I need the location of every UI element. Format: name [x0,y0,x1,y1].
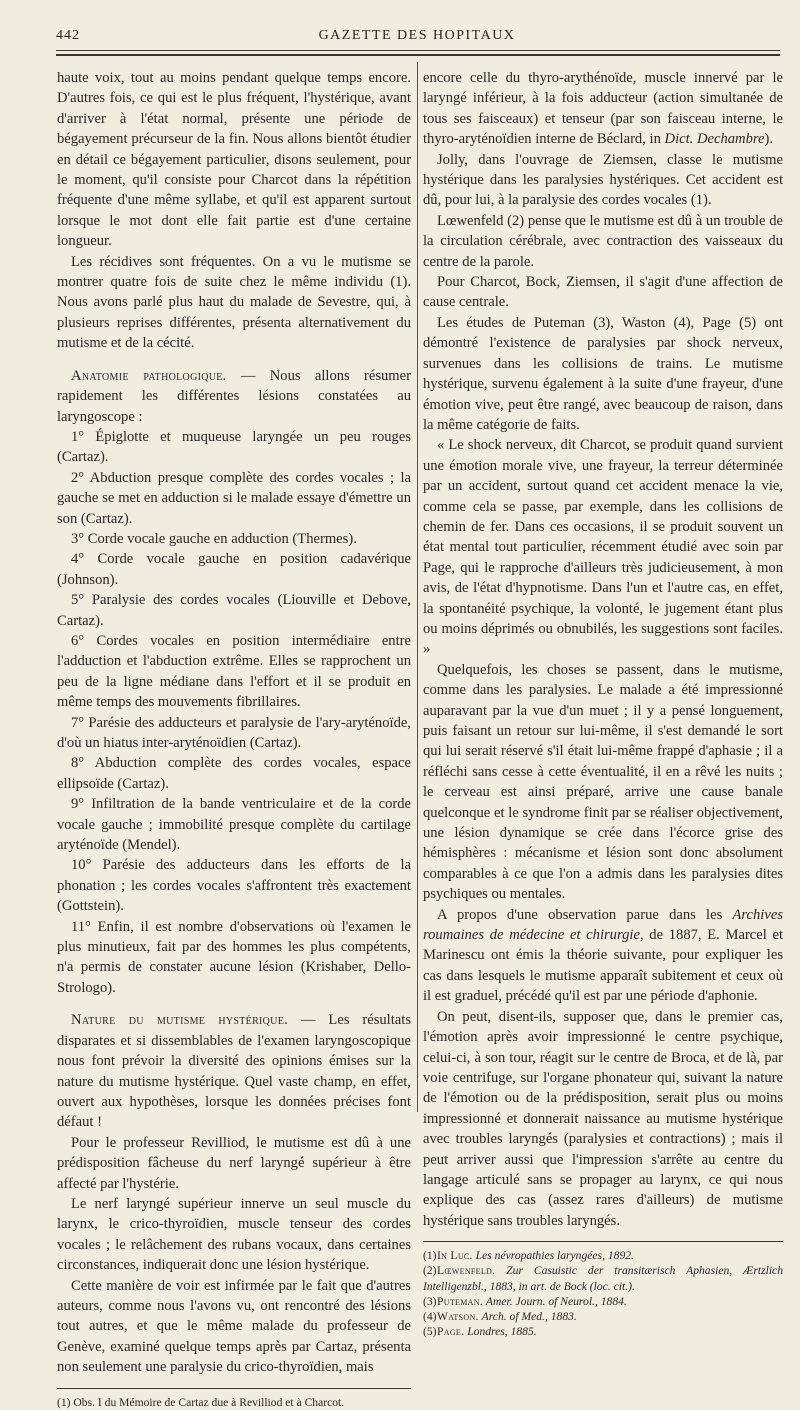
footnote [423,1263,783,1293]
footnote [423,1309,783,1324]
text-run: ). [764,131,774,148]
lesion-list [57,427,411,998]
footnotes [423,1248,783,1339]
section-heading: Anatomie pathologique. [71,367,227,384]
section-intro: — Les résultats disparates et si dissemblables de l'examen laryngoscopique nous font prévoir la diversité des opinions émises sur la nature du mutisme hystérique. Quel vaste champ, en effet, ouvert aux hypothèses, lorsque les données précises font défaut ! [57,1012,412,1131]
footnote-author: Puteman. [437,1294,483,1308]
paragraph: Les études de Puteman (3), Waston (4), Page (5) ont démontré l'existence de paralysies par shock nerveux, survenues dans les collisions de trains. Le mutisme hystérique, survenu également à la suite d'une frayeur, d'une émotion vive, peut être rangé, avec beaucoup de raison, dans la même catégorie de faits. [423,314,783,433]
paragraph: Pour Charcot, Bock, Ziemsen, il s'agit d'une affection de cause centrale. [423,274,783,311]
italic-citation: Archives roumaines de médecine et chirurgie [423,906,783,944]
journal-title: GAZETTE DES HOPITAUX [318,28,516,43]
footnote-marker: (3) [423,1294,437,1308]
footnote-rule [57,1388,411,1389]
paragraph: Lœwenfeld (2) pense que le mutisme est dû à un trouble de la circulation cérébrale, avec contraction des vaisseaux du centre de la parole. [423,212,783,270]
lesion-item: 9° Infiltration de la bande ventriculaire et de la corde vocale gauche ; immobilité presque complète du cartilage aryténoïde (Mendel). [57,796,411,854]
footnote-author: Lœwenfeld. [437,1264,496,1278]
section-anatomie [57,366,411,427]
text-run: , de 1887, E. Marcel et Marinescu ont émis la théorie suivante, pour expliquer les cas dans lesquels le mutisme apparaît subitement et ceux où il est graduel, précédé qu'il est par une période d'aphonie. [423,927,783,1005]
section-nature [57,1010,411,1132]
footnote-reference: Arch. of Med., 1883. [481,1309,577,1323]
page-number: 442 [56,28,80,43]
footnote-reference: Londres, 1885. [467,1325,537,1339]
left-column [57,68,411,1410]
lesion-item: 4° Corde vocale gauche en position cadavérique (Johnson). [57,551,411,588]
paragraph: On peut, disent-ils, supposer que, dans le premier cas, l'émotion après avoir impressionné le centre psychique, celui-ci, à son tour, réagit sur le centre de Broca, et de là, par voie centrifuge, sur l'organe phonateur qui, suivant la nature de l'émotion ou de la prédisposition, serait plus ou moins impressionné et donnerait naissance au mutisme hystérique avec troubles laryngés (paralysies et contractions) ; mais il peut arriver aussi que l'impression s'arrête au centre du langage articulé sans se propager au larynx, ce qui nous explique des cas (assez rares d'ailleurs) de mutisme hystérique sans troubles laryngés. [423,1008,783,1229]
paragraph: Pour le professeur Revilliod, le mutisme est dû à une prédisposition fâcheuse du nerf laryngé supérieur à être affecté par l'hystérie. [57,1134,411,1192]
section-intro: — Nous allons résumer rapidement les différentes lésions constatées au laryngoscope : [57,367,411,425]
paragraph: Quelquefois, les choses se passent, dans le mutisme, comme dans les paralysies. Le malade a été impressionné auparavant par la vue d'un muet ; il y a pensé longuement, puis faisant un retour sur lui-même, il s'est demandé le sort qui lui serait réservé s'il était lui-même frappé d'aphasie ; il a réfléchi sans cesse à cette éventualité, il en a rêvé les nuits ; le cerveau est ainsi préparé, arrive une cause banale quelconque et le syndrome finit par se réaliser objectivement, une lésion dynamique se crée dans l'écorce grise des hémisphères : mécanisme et lésion sont donc absolument comparables à ce que l'on a admis dans les paralysies dites psychiques ou mentales. [423,661,783,903]
text-run: encore celle du thyro-arythénoïde, muscle innervé par le laryngé inférieur, à la fois adducteur (action simultanée de tous ses faisceaux) et tenseur (par son faisceau interne, le thyro-aryténoïdien interne de Béclard, in [423,70,783,148]
right-column [423,68,783,1339]
lesion-item: 10° Parésie des adducteurs dans les efforts de la phonation ; les cordes vocales s'affrontent très exactement (Gottstein). [57,857,411,915]
footnote-reference: Zur Casuistic der transitærisch Aphasien, Ærtzlich Intelligenzbl., 1883, in art. de Bock (loc. cit.). [423,1264,783,1293]
italic-citation: Dict. Dechambre [664,131,765,148]
lesion-item: 2° Abduction presque complète des cordes vocales ; la gauche se met en adduction si le malade essaye d'émettre un son (Cartaz). [57,469,411,527]
text-run: A propos d'une observation parue dans les [437,906,733,923]
paragraph: Le nerf laryngé supérieur innerve un seul muscle du larynx, le crico-thyroïdien, muscle tenseur des cordes vocales ; le relâchement des rubans vocaux, dans certaines circonstances, indiquerait donc une lésion hystérique. [57,1195,411,1274]
footnote-marker: (1) [423,1249,437,1263]
footnote-author: Page. [437,1325,465,1339]
footnote [423,1248,783,1263]
footnote-reference: Amer. Journ. of Neurol., 1884. [485,1294,627,1308]
paragraph: Jolly, dans l'ouvrage de Ziemsen, classe le mutisme hystérique dans les paralysies hystériques. Cet accident est dû, pour lui, à la paralysie des cordes vocales (1). [423,151,783,209]
header-rule-thin [56,50,780,51]
paragraph: Cette manière de voir est infirmée par le fait que d'autres auteurs, comme nous l'avons vu, ont rencontré des lésions tout autres, et que le même malade du professeur de Genève, examiné quelque temps après par Cartaz, présenta non seulement une paralysie du crico-thyroïdien, mais [57,1277,411,1376]
lesion-item: 7° Parésie des adducteurs et paralysie de l'ary-aryténoïde, d'où un hiatus inter-aryténoïdien (Cartaz). [57,714,411,751]
footnote [423,1294,783,1309]
lesion-item: 3° Corde vocale gauche en adduction (Thermes). [71,530,357,547]
lesion-item: 6° Cordes vocales en position intermédiaire entre l'adduction et l'abduction extrême. Elles se rapprochent un peu de la ligne médiane dans l'effort et il se produit en même temps des mouvements fibrillaires. [57,632,411,711]
footnote-marker: (5) [423,1325,437,1339]
footnote-marker: (4) [423,1309,437,1323]
footnote-author: Watson. [437,1309,479,1323]
paragraph: Les récidives sont fréquentes. On a vu le mutisme se montrer quatre fois de suite chez le même individu (1). Nous avons parlé plus haut du malade de Sevestre, qui, à plusieurs reprises différentes, présenta alternativement du mutisme et de la cécité. [57,253,411,352]
paragraph [423,68,783,150]
footnote-rule [423,1241,783,1242]
header-rule-thick [56,54,780,56]
lesion-item: 8° Abduction complète des cordes vocales, espace ellipsoïde (Cartaz). [57,755,411,792]
paragraph: « Le shock nerveux, dit Charcot, se produit quand survient une émotion morale vive, une frayeur, la terreur déterminée par un accident, surtout quand cet accident menace la vie, comme cela se passe, par exemple, dans les collisions de chemin de fer. Dans ces occasions, il se produit souvent un état mental tout particulier, récemment étudié avec soin par Page, qui le rapproche d'ailleurs très judicieusement, à mon avis, de l'état d'hypnotisme. Dans l'un et l'autre cas, en effet, la spontanéité psychique, la volonté, le jugement étant plus ou moins déprimés ou obnubilés, les suggestions sont faciles. » [423,437,783,658]
column-divider [417,62,418,1112]
page-header [56,28,778,48]
footnote-reference: Les névropathies laryngées, 1892. [475,1249,634,1263]
footnote [423,1324,783,1339]
footnote: (1) Obs. I du Mémoire de Cartaz due à Revilliod et à Charcot. [57,1395,345,1409]
footnote-author: In Luc. [437,1249,473,1263]
section-heading: Nature du mutisme hystérique. [71,1012,289,1029]
paragraph [423,905,783,1007]
lesion-item: 1° Épiglotte et muqueuse laryngée un peu rouges (Cartaz). [57,428,411,466]
footnote-marker: (2) [423,1264,437,1278]
lesion-item: 11° Enfin, il est nombre d'observations où l'examen le plus minutieux, fait par des hommes les plus compétents, n'a permis de constater aucune lésion (Krishaber, Dello-Strologo). [57,918,411,996]
lesion-item: 5° Paralysie des cordes vocales (Liouville et Debove, Cartaz). [57,592,411,629]
paragraph: haute voix, tout au moins pendant quelque temps encore. D'autres fois, ce qui est le plus fréquent, l'hystérique, avant d'arriver à l'état normal, présente une période de bégayement précurseur de la fin. Nous allons bientôt étudier en détail ce bégayement particulier, disons seulement, pour le moment, qu'il consiste pour Charcot dans la répétition fréquente d'une même syllabe, et qu'il est apparent surtout lorsque le mot dont elle fait partie est d'une certaine longueur. [57,70,411,250]
